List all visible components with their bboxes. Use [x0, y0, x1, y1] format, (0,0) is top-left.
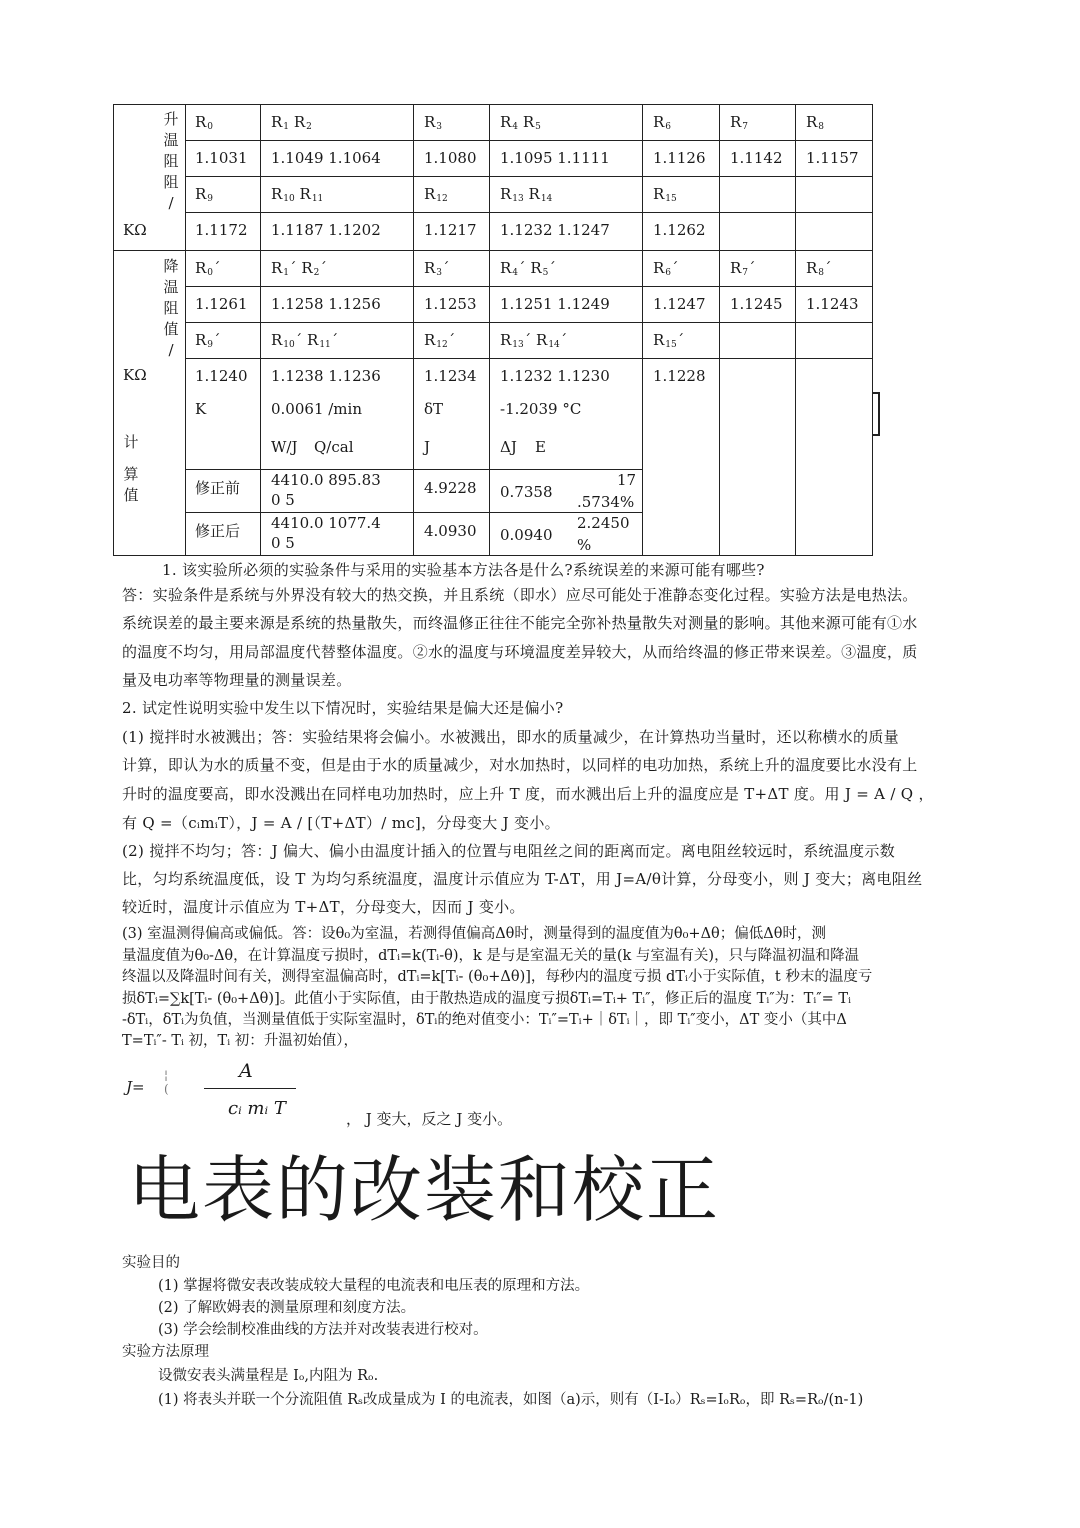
principle-line: 设微安表头满量程是 Iₒ,内阻为 Rₒ. [158, 1368, 379, 1384]
point-2-line: 比，匀均系统温度低，设 T 为均匀系统温度，温度计示值应为 T-ΔT，用 J=A/θ计算，分母变小，则 J 变大；离电阻丝 [122, 870, 923, 888]
formula-numerator: A [239, 1060, 253, 1082]
heating-cell: $R_4$ $R_5$ [500, 113, 541, 132]
point-3-line: 终温以及降温时间有关，测得室温偏高时，dTᵢ=k[Tᵢ- (θ₀+Δθ)]，每秒内的温度亏损 dTᵢ小于实际值，t 秒末的温度亏 [122, 969, 873, 985]
cooling-cell: $R_4´$ $R_5´$ [500, 259, 556, 278]
answer-1-line: 量及电功率等物理量的测量误差。 [122, 671, 352, 689]
dt-value: -1.2039 °C [500, 400, 582, 418]
header-e: E [535, 438, 546, 456]
heating-cell: 1.1262 [653, 221, 706, 239]
cooling-cell: $R_6´$ [653, 259, 679, 278]
cooling-cell: $R_1´$ $R_2´$ [271, 259, 327, 278]
cooling-cell: $R_{12}´$ [424, 331, 456, 350]
heating-cell: $R_7$ [730, 113, 749, 132]
answer-1-line: 的温度不均匀，用局部温度代替整体温度。②水的温度与环境温度差异较大，从而给终温的修正带来误差。③温度，质 [122, 643, 918, 661]
cooling-cell: $R_0´$ [195, 259, 221, 278]
point-1-line: 有 Q =（cᵢmᵢT），J = A / [（T+ΔT）/ mc]，分母变大 J 变小。 [122, 814, 560, 832]
formula-denominator: cᵢ mᵢ T [228, 1098, 286, 1119]
formula-fraction-bar [204, 1088, 296, 1089]
k-label: K [195, 400, 207, 418]
cooling-cell: 1.1234 [424, 367, 477, 385]
point-1-line: 计算，即认为水的质量不变，但是由于水的质量减少，对水加热时，以同样的电功加热，系统上升的温度要比水没有上 [122, 756, 918, 774]
heating-unit: KΩ [123, 221, 147, 239]
cooling-cell: 1.1238 1.1236 [271, 367, 381, 385]
cooling-cell: $R_{13}´$ $R_{14}´$ [500, 331, 568, 350]
cooling-cell: 1.1247 [653, 295, 706, 313]
point-3-line: T=Tᵢ″- Tᵢ 初，Tᵢ 初：升温初始值）， [122, 1033, 358, 1049]
cooling-cell: $R_{15}´$ [653, 331, 685, 350]
before-dj: 0.7358 [500, 483, 553, 501]
point-3-line: (3) 室温测得偏高或偏低。答：设θ₀为室温，若测得值偏高Δθ时，测量得到的温度值为θ₀+Δθ；偏低Δθ时，测 [122, 926, 826, 942]
cooling-cell: $R_8´$ [806, 259, 832, 278]
point-3-line: -δTᵢ，δTᵢ为负值，当测量值低于实际室温时，δTᵢ的绝对值变小：Tᵢ″=Tᵢ+｜δTᵢ｜，即 Tᵢ″变小，ΔT 变小（其中Δ [122, 1012, 847, 1028]
heating-cell: 1.1157 [806, 149, 859, 167]
purpose-item: (3) 学会绘制校准曲线的方法并对改装表进行校对。 [158, 1322, 488, 1338]
after-w-line2: 0 5 [271, 534, 295, 552]
heating-cell: 1.1187 1.1202 [271, 221, 381, 239]
before-e-line1: 17 [617, 471, 637, 489]
question-2: 2. 试定性说明实验中发生以下情况时，实验结果是偏大还是偏小? [122, 699, 564, 717]
dt-label: δT [424, 400, 444, 418]
point-3-line: 量温度值为θ₀-Δθ，在计算温度亏损时，dTᵢ=k(Tᵢ-θ)，k 是与是室温无关的量(k 与室温有关)，只与降温初温和降温 [122, 948, 860, 964]
after-e-line2: % [577, 536, 592, 554]
cooling-cell: 1.1251 1.1249 [500, 295, 610, 313]
point-1-line: 升时的温度要高，即水没溅出在同样电功加热时，应上升 T 度，而水溅出后上升的温度应是 T+ΔT 度。用 J = A / Q ， [122, 785, 934, 803]
before-w-line1: 4410.0 895.83 [271, 471, 381, 489]
purpose-item: (1) 掌握将微安表改装成较大量程的电流表和电压表的原理和方法。 [158, 1278, 590, 1294]
heating-cell: 1.1049 1.1064 [271, 149, 381, 167]
cooling-cell: 1.1245 [730, 295, 783, 313]
heating-cell: $R_{12}$ [424, 185, 448, 204]
heating-cell: $R_{13}$ $R_{14}$ [500, 185, 553, 204]
cooling-cell: $R_7´$ [730, 259, 756, 278]
before-e-line2: .5734% [577, 493, 635, 511]
heating-cell: 1.1126 [653, 149, 706, 167]
cooling-cell: 1.1253 [424, 295, 477, 313]
heating-cell: 1.1080 [424, 149, 477, 167]
point-1-line: (1) 搅拌时水被溅出；答：实验结果将会偏小。水被溅出，即水的质量减少，在计算热功当量时，还以称横水的质量 [122, 728, 899, 746]
cooling-cell: 1.1258 1.1256 [271, 295, 381, 313]
after-label: 修正后 [195, 522, 241, 540]
cooling-cell: 1.1232 1.1230 [500, 367, 610, 385]
cooling-cell: $R_3´$ [424, 259, 450, 278]
heating-cell: $R_8$ [806, 113, 825, 132]
formula-tail: ， J 变大，反之 J 变小。 [346, 1110, 513, 1128]
cooling-cell: 1.1228 [653, 367, 706, 385]
heating-cell: $R_3$ [424, 113, 443, 132]
cooling-cell: $R_9´$ [195, 331, 221, 350]
heating-cell: 1.1031 [195, 149, 248, 167]
after-dj: 0.0940 [500, 526, 553, 544]
heating-cell: 1.1232 1.1247 [500, 221, 610, 239]
question-1: 1. 该实验所必须的实验条件与采用的实验基本方法各是什么?系统误差的来源可能有哪些? [162, 561, 765, 579]
cooling-cell: 1.1240 [195, 367, 248, 385]
header-dj: ΔJ [500, 438, 517, 456]
heating-cell: 1.1172 [195, 221, 248, 239]
header-qcal: Q/cal [314, 438, 354, 456]
before-j: 4.9228 [424, 479, 477, 497]
heating-cell: $R_0$ [195, 113, 214, 132]
heading-principle: 实验方法原理 [122, 1344, 209, 1360]
header-j: J [424, 438, 431, 456]
heating-cell: $R_{10}$ $R_{11}$ [271, 185, 324, 204]
after-e-line1: 2.2450 [577, 514, 630, 532]
point-3-line: 损δTᵢ=∑k[Tᵢ- (θ₀+Δθ)]。此值小于实际值，由于散热造成的温度亏损δTᵢ=Tᵢ+ Tᵢ″，修正后的温度 Tᵢ″为：Tᵢ″= Tᵢ [122, 991, 852, 1007]
heating-cell: $R_6$ [653, 113, 672, 132]
heating-cell: 1.1217 [424, 221, 477, 239]
cooling-cell: 1.1261 [195, 295, 248, 313]
cooling-unit: KΩ [123, 366, 147, 384]
data-table: 升 温 阻 阻 / KΩ 降 温 阻 值 / KΩ 计 算 值 $R_0$ $R_1$ $R_2$ $R_3$ $R_4$ $R_5$ $R_6$ $R_7$ $R_8$ 1.1031 1.1049 1.1064 1.1080 1.1095 1.1111 1.1126 1.1142 1.1157 $R_9$ $R_{10}$ $R_{11}$ $R_{12}$ $R_{13}$ $R_{14}$ $R_{15}$ 1.1172 1.1187 1.1202 1.1217 1.1232 1.1247 1.1262 $R_0´$ $R_1´$ $R_2´$ $R_3´$ $R_4´$ $R_5´$ $R_6´$ $R_7´$ $R_8´$ 1.1261 1.1258 1.1256 1.1253 1.1251 1.1249 1.1247 1.1245 1.1243 $R_9´$ $R_{10}´$ $R_{11}´$ $R_{12}´$ $R_{13}´$ $R_{14}´$ $R_{15}´$ 1.1240 1.1238 1.1236 1.1234 1.1232 1.1230 1.1228 K 0.0061 /min δT -1.2039 °C W/J Q/cal J ΔJ E 修正前 4410.0 895.83 0 5 4.9228 0.7358 17 .5734% 修正后 4410.0 1077.4 0 5 4.0930 0.0940 2.2450 % [113, 104, 873, 556]
page-edge-bracket [873, 392, 880, 436]
heating-cell: $R_{15}$ [653, 185, 677, 204]
cooling-cell: 1.1243 [806, 295, 859, 313]
principle-line: (1) 将表头并联一个分流阻值 Rₛ改成量成为 I 的电流表，如图（a)示，则有（I-Iₒ）Rₛ=IₒRₒ，即 Rₛ=Rₒ/(n-1) [158, 1392, 864, 1408]
before-label: 修正前 [195, 479, 241, 497]
heating-cell: $R_9$ [195, 185, 214, 204]
heating-cell: 1.1095 1.1111 [500, 149, 610, 167]
point-2-line: 较近时，温度计示值应为 T+ΔT，分母变大，因而 J 变小。 [122, 898, 525, 916]
heating-cell: $R_1$ $R_2$ [271, 113, 312, 132]
header-wj: W/J [271, 438, 298, 456]
j-formula [126, 1060, 546, 1130]
page-title: 电表的改装和校正 [128, 1148, 721, 1232]
before-w-line2: 0 5 [271, 491, 295, 509]
formula-j: J= [126, 1078, 145, 1096]
purpose-item: (2) 了解欧姆表的测量原理和刻度方法。 [158, 1300, 416, 1316]
after-j: 4.0930 [424, 522, 477, 540]
heading-purpose: 实验目的 [122, 1255, 180, 1271]
point-2-line: (2) 搅拌不均匀；答：J 偏大、偏小由温度计插入的位置与电阻丝之间的距离而定。离电阻丝较远时，系统温度示数 [122, 842, 896, 860]
formula-bracket-icon: ¦ ( [164, 1068, 169, 1096]
answer-1-line: 答：实验条件是系统与外界没有较大的热交换，并且系统（即水）应尽可能处于准静态变化过程。实验方法是电热法。 [122, 586, 918, 604]
k-value: 0.0061 /min [271, 400, 362, 418]
answer-1-line: 系统误差的最主要来源是系统的热量散失，而终温修正往往不能完全弥补热量散失对测量的影响。其他来源可能有①水 [122, 614, 918, 632]
heating-cell: 1.1142 [730, 149, 783, 167]
after-w-line1: 4410.0 1077.4 [271, 514, 381, 532]
cooling-cell: $R_{10}´$ $R_{11}´$ [271, 331, 339, 350]
